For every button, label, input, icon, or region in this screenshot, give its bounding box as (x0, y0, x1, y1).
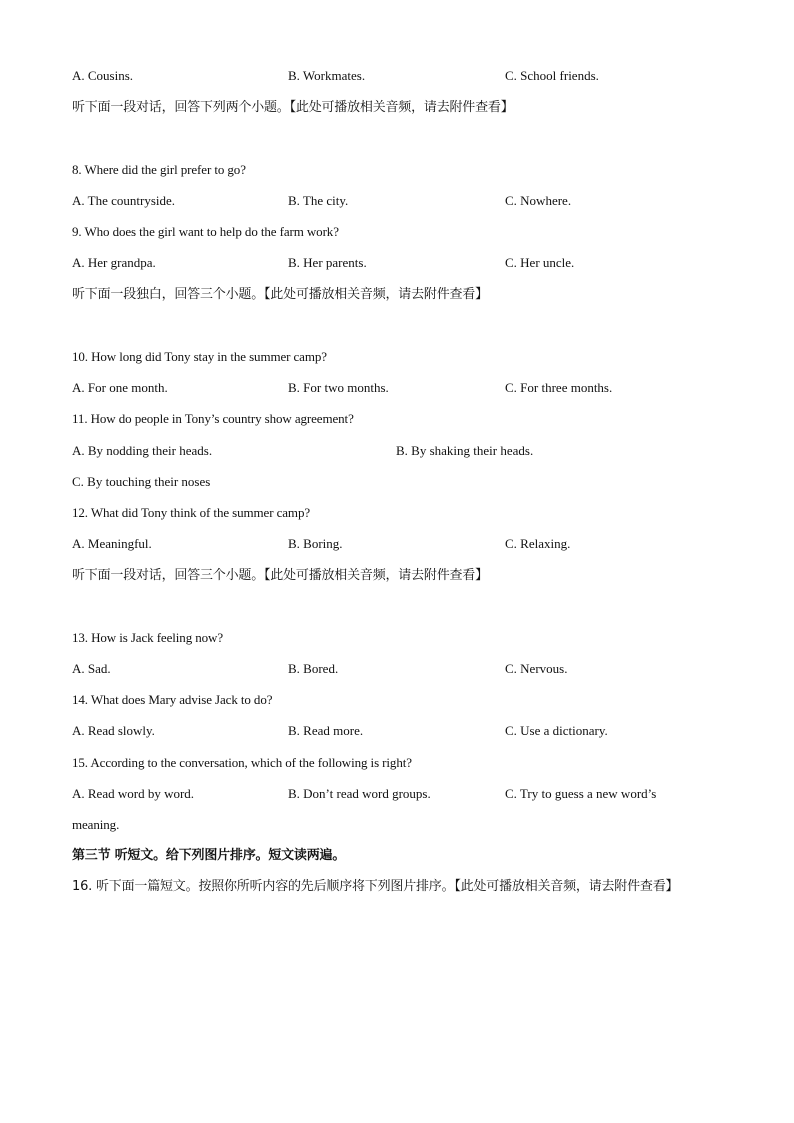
question-13: 13. How is Jack feeling now? (72, 630, 223, 645)
q9-option-c: C. Her uncle. (505, 255, 575, 270)
instruction-monologue-three-questions: 听下面一段独白，回答三个小题。【此处可播放相关音频，请去附件查看】 (72, 287, 488, 302)
q15-option-a: A. Read word by word. (72, 786, 195, 801)
question-8: 8. Where did the girl prefer to go? (72, 162, 246, 177)
q7-option-a: A. Cousins. (72, 68, 134, 83)
q13-option-a: A. Sad. (72, 661, 111, 676)
section-3-heading: 第三节 听短文。给下列图片排序。短文读两遍。 (72, 848, 346, 863)
q8-option-b: B. The city. (288, 193, 349, 208)
question-9: 9. Who does the girl want to help do the farm work? (72, 224, 339, 239)
q13-option-b: B. Bored. (288, 661, 339, 676)
question-10: 10. How long did Tony stay in the summer camp? (72, 349, 327, 364)
q14-option-c: C. Use a dictionary. (505, 723, 608, 738)
q7-option-b: B. Workmates. (288, 68, 366, 83)
question-14: 14. What does Mary advise Jack to do? (72, 692, 273, 707)
q12-option-c: C. Relaxing. (505, 536, 571, 551)
q7-option-c: C. School friends. (505, 68, 599, 83)
question-16: 16. 听下面一篇短文。按照你所听内容的先后顺序将下列图片排序。【此处可播放相关音频，请去附件查看】 (72, 879, 679, 894)
q11-option-b: B. By shaking their heads. (396, 443, 534, 458)
q8-option-c: C. Nowhere. (505, 193, 572, 208)
q15-option-c: C. Try to guess a new word’s (505, 786, 657, 801)
question-12: 12. What did Tony think of the summer camp? (72, 505, 311, 520)
q9-option-a: A. Her grandpa. (72, 255, 156, 270)
q14-option-b: B. Read more. (288, 723, 364, 738)
instruction-dialogue-two-questions: 听下面一段对话，回答下列两个小题。【此处可播放相关音频，请去附件查看】 (72, 100, 514, 115)
question-15: 15. According to the conversation, which of the following is right? (72, 755, 412, 770)
q10-option-c: C. For three months. (505, 380, 613, 395)
q12-option-a: A. Meaningful. (72, 536, 152, 551)
q11-option-a: A. By nodding their heads. (72, 443, 213, 458)
q11-option-c: C. By touching their noses (72, 474, 211, 489)
q8-option-a: A. The countryside. (72, 193, 176, 208)
instruction-dialogue-three-questions: 听下面一段对话，回答三个小题。【此处可播放相关音频，请去附件查看】 (72, 568, 488, 583)
q12-option-b: B. Boring. (288, 536, 343, 551)
q13-option-c: C. Nervous. (505, 661, 568, 676)
q14-option-a: A. Read slowly. (72, 723, 155, 738)
q9-option-b: B. Her parents. (288, 255, 367, 270)
q15-option-b: B. Don’t read word groups. (288, 786, 431, 801)
question-11: 11. How do people in Tony’s country show agreement? (72, 411, 354, 426)
q10-option-a: A. For one month. (72, 380, 168, 395)
q10-option-b: B. For two months. (288, 380, 389, 395)
q15-option-c-continuation: meaning. (72, 817, 120, 832)
